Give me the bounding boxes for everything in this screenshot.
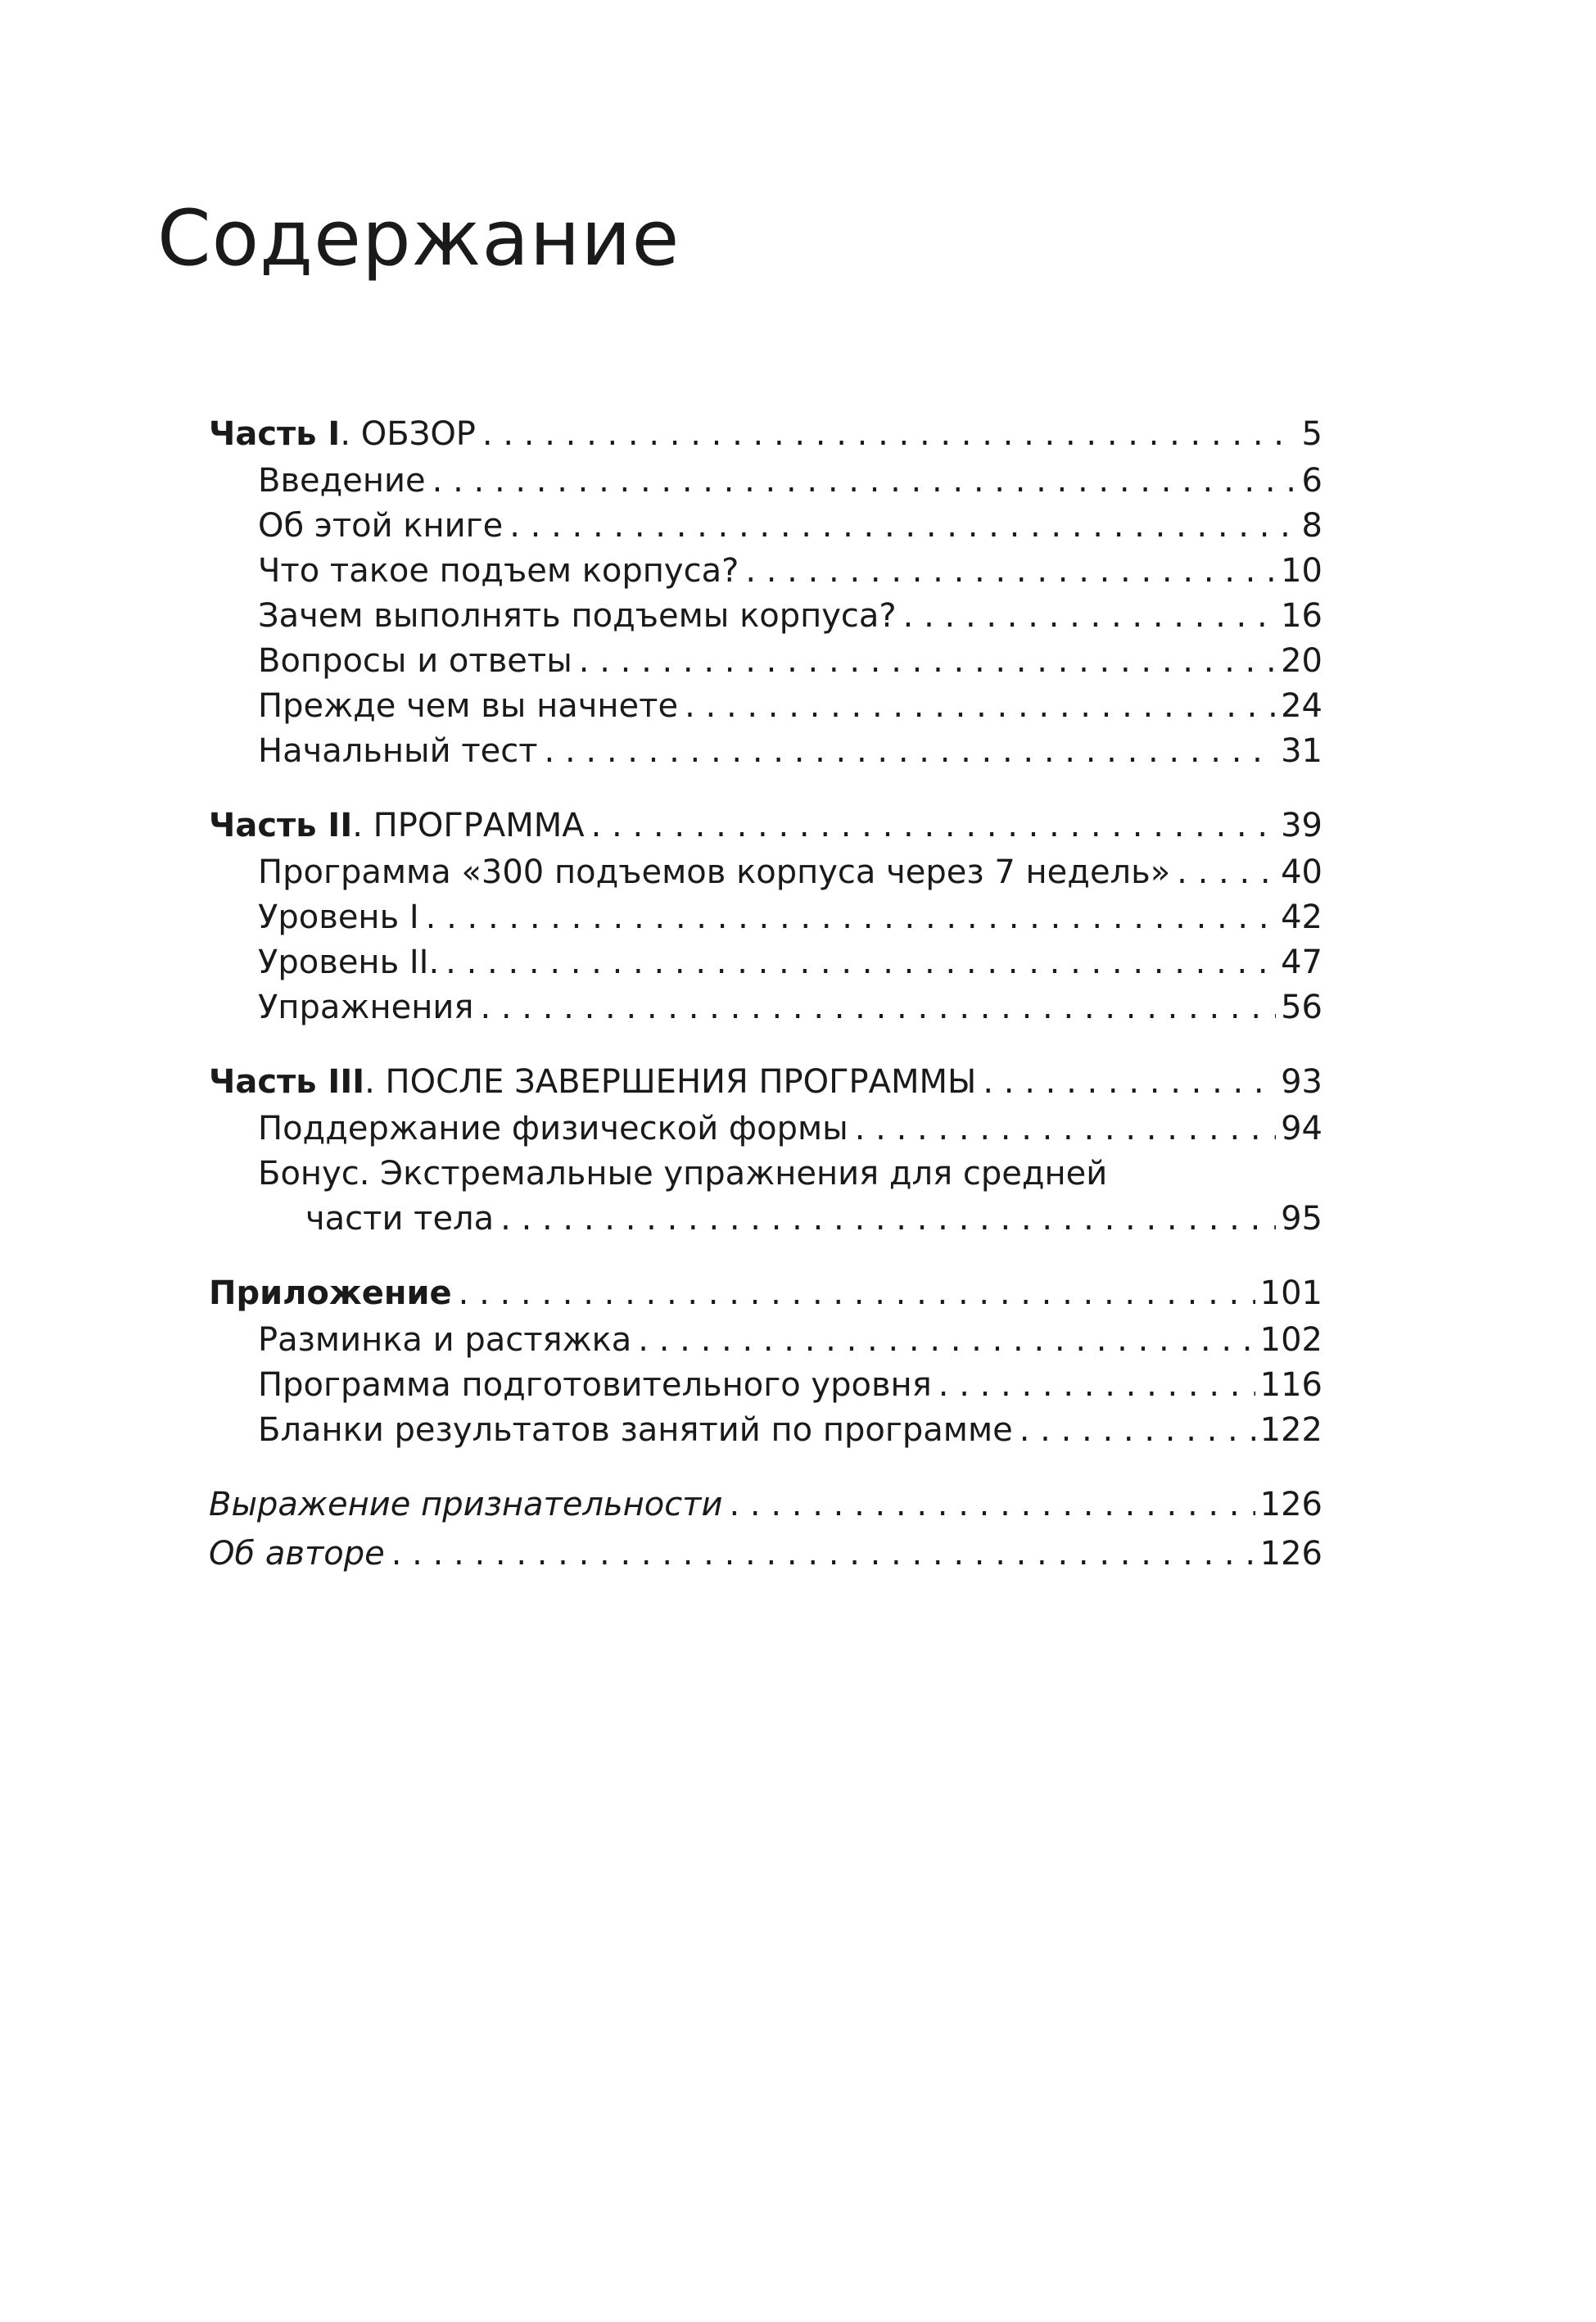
toc-heading-label (209, 1269, 452, 1318)
toc-entry-label: Упражнения (258, 989, 474, 1026)
toc-page-number: 95 (1281, 1200, 1322, 1238)
toc-page-number: 47 (1281, 944, 1322, 981)
toc-heading-part-1[interactable] (209, 410, 1322, 459)
toc-entry[interactable] (209, 549, 1322, 594)
dot-leader (432, 459, 1297, 504)
toc-entry-label: Введение (258, 462, 426, 500)
toc-heading-rest: . ПРОГРАММА (352, 807, 585, 844)
toc-entry[interactable] (209, 1408, 1322, 1453)
toc-entry[interactable] (209, 850, 1322, 895)
toc-page-number: 6 (1301, 462, 1322, 500)
dot-leader (1020, 1408, 1255, 1453)
toc-page-number: 10 (1281, 552, 1322, 590)
toc-page-number: 126 (1259, 1486, 1322, 1523)
toc-page-number: 101 (1259, 1274, 1322, 1312)
toc-heading-label (209, 410, 476, 459)
toc-entry[interactable] (209, 684, 1322, 729)
toc-page-number: 102 (1259, 1321, 1322, 1359)
toc-page-number: 126 (1259, 1535, 1322, 1573)
toc-heading-bold: Часть III (209, 1063, 365, 1101)
dot-leader (983, 1057, 1276, 1107)
toc-entry-label: Об этой книге (258, 507, 504, 545)
dot-leader (638, 1318, 1255, 1363)
toc-section-appendix (209, 1269, 1322, 1453)
dot-leader (1177, 850, 1276, 895)
dot-leader (938, 1363, 1255, 1408)
toc-page-number: 39 (1281, 807, 1322, 844)
dot-leader (482, 410, 1297, 459)
toc-entry[interactable] (209, 1152, 1322, 1197)
toc-heading-bold: Часть I (209, 415, 341, 453)
toc-heading-rest: . ОБЗОР (340, 415, 476, 453)
toc-page-number: 5 (1301, 415, 1322, 453)
toc-entry-label: Начальный тест (258, 732, 538, 770)
toc-heading-label (209, 1057, 976, 1107)
toc-section-extras (209, 1480, 1322, 1578)
toc-entry-continuation[interactable] (209, 1197, 1322, 1242)
toc-heading-part-2[interactable] (209, 801, 1322, 850)
dot-leader (545, 729, 1277, 774)
toc-page-number: 40 (1281, 853, 1322, 891)
toc-entry[interactable] (209, 1318, 1322, 1363)
toc-heading-rest: . ПОСЛЕ ЗАВЕРШЕНИЯ ПРОГРАММЫ (364, 1063, 977, 1101)
dot-leader (579, 639, 1276, 684)
toc-entry[interactable] (209, 1107, 1322, 1152)
toc-heading-label (209, 801, 585, 850)
toc-entry-label: части тела (305, 1200, 495, 1238)
toc-entry[interactable] (209, 639, 1322, 684)
toc-entry[interactable] (209, 594, 1322, 639)
toc-entry[interactable] (209, 985, 1322, 1030)
toc-entry-acknowledgements[interactable] (209, 1480, 1322, 1529)
toc-entry-label: Что такое подъем корпуса? (258, 552, 739, 590)
dot-leader (591, 801, 1277, 850)
toc-entry-label: Программа «300 подъемов корпуса через 7 недель» (258, 853, 1171, 891)
table-of-contents (209, 410, 1322, 1605)
toc-entry[interactable] (209, 729, 1322, 774)
toc-entry-about-author[interactable] (209, 1529, 1322, 1578)
toc-page-number: 8 (1301, 507, 1322, 545)
toc-entry-label: Уровень II. (258, 944, 440, 981)
toc-section-part-2 (209, 801, 1322, 1030)
toc-heading-part-3[interactable] (209, 1057, 1322, 1107)
dot-leader (459, 1269, 1255, 1318)
dot-leader (426, 895, 1276, 940)
toc-entry[interactable] (209, 459, 1322, 504)
toc-section-part-1 (209, 410, 1322, 774)
dot-leader (685, 684, 1276, 729)
toc-entry-label: Прежде чем вы начнете (258, 687, 679, 725)
toc-page-number: 94 (1281, 1110, 1322, 1147)
dot-leader (480, 985, 1276, 1030)
toc-entry-label: Уровень I (258, 898, 419, 936)
toc-page-number: 122 (1259, 1411, 1322, 1449)
toc-page-number: 42 (1281, 898, 1322, 936)
dot-leader (391, 1529, 1255, 1578)
toc-entry-label: Зачем выполнять подъемы корпуса? (258, 597, 897, 635)
toc-entry-label: Программа подготовительного уровня (258, 1366, 932, 1404)
toc-entry-label: Поддержание физической формы (258, 1110, 848, 1147)
toc-page-number: 24 (1281, 687, 1322, 725)
toc-page-number: 93 (1281, 1063, 1322, 1101)
toc-entry[interactable] (209, 940, 1322, 985)
toc-entry-label: Разминка и растяжка (258, 1321, 632, 1359)
dot-leader (445, 940, 1276, 985)
toc-page-number: 31 (1281, 732, 1322, 770)
toc-page-number: 116 (1259, 1366, 1322, 1404)
toc-heading-appendix[interactable] (209, 1269, 1322, 1318)
toc-section-part-3 (209, 1057, 1322, 1242)
toc-entry-label: Бланки результатов занятий по программе (258, 1411, 1013, 1449)
dot-leader (855, 1107, 1276, 1152)
dot-leader (745, 549, 1276, 594)
page-title: Содержание (157, 194, 680, 283)
toc-heading-bold: Приложение (209, 1274, 452, 1312)
toc-heading-bold: Часть II (209, 807, 353, 844)
dot-leader (729, 1480, 1255, 1529)
toc-entry-label: Бонус. Экстремальные упражнения для средней (258, 1155, 1108, 1193)
toc-page-number: 16 (1281, 597, 1322, 635)
toc-entry-label: Вопросы и ответы (258, 642, 572, 680)
toc-entry[interactable] (209, 1363, 1322, 1408)
toc-entry-label: Об авторе (209, 1535, 385, 1573)
toc-entry[interactable] (209, 504, 1322, 549)
toc-entry-label: Выражение признательности (209, 1486, 723, 1523)
toc-page-number: 56 (1281, 989, 1322, 1026)
toc-entry[interactable] (209, 895, 1322, 940)
dot-leader (903, 594, 1276, 639)
dot-leader (500, 1197, 1276, 1242)
toc-page-number: 20 (1281, 642, 1322, 680)
dot-leader (509, 504, 1296, 549)
